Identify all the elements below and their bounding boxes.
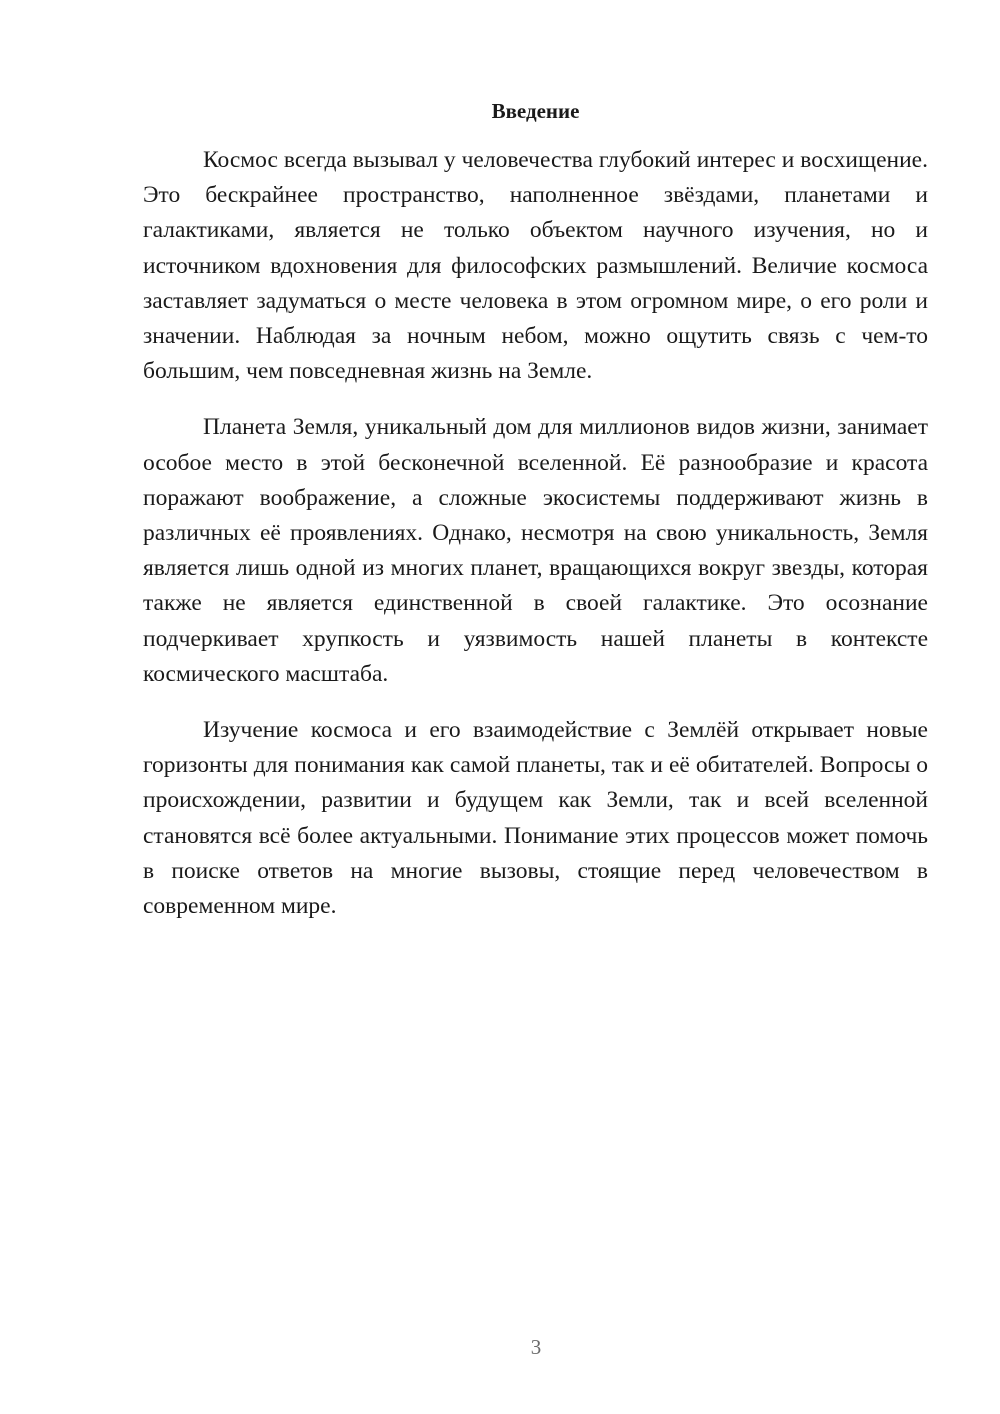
paragraph-1: Космос всегда вызывал у человечества глубокий интерес и восхищение. Это бескрайнее пространство, наполненное звёздами, планетами и галактиками, является не только объектом научного изучения, но и источником вдохновения для философских размышлений. Величие космоса заставляет задуматься о месте человека в этом огромном мире, о его роли и значении. Наблюдая за ночным небом, можно ощутить связь с чем-то большим, чем повседневная жизнь на Земле.	[143, 147, 928, 385]
paragraph-3: Изучение космоса и его взаимодействие с Землёй открывает новые горизонты для понимания как самой планеты, так и её обитателей. Вопросы о происхождении, развитии и будущем как Земли, так и всей вселенной становятся всё более актуальными. Понимание этих процессов может помочь в поиске ответов на многие вызовы, стоящие перед человечеством в современном мире.	[143, 717, 928, 920]
section-title: Введение	[491, 99, 580, 123]
page-number: 3	[530, 1335, 542, 1359]
body-text	[143, 143, 928, 945]
paragraph-2: Планета Земля, уникальный дом для миллионов видов жизни, занимает особое место в этой бесконечной вселенной. Её разнообразие и красота поражают воображение, а сложные экосистемы поддерживают жизнь в различных её проявлениях. Однако, несмотря на свою уникальность, Земля является лишь одной из многих планет, вращающихся вокруг звезды, которая также не является единственной в своей галактике. Это осознание подчеркивает хрупкость и уязвимость нашей планеты в контексте космического масштаба.	[143, 414, 928, 687]
